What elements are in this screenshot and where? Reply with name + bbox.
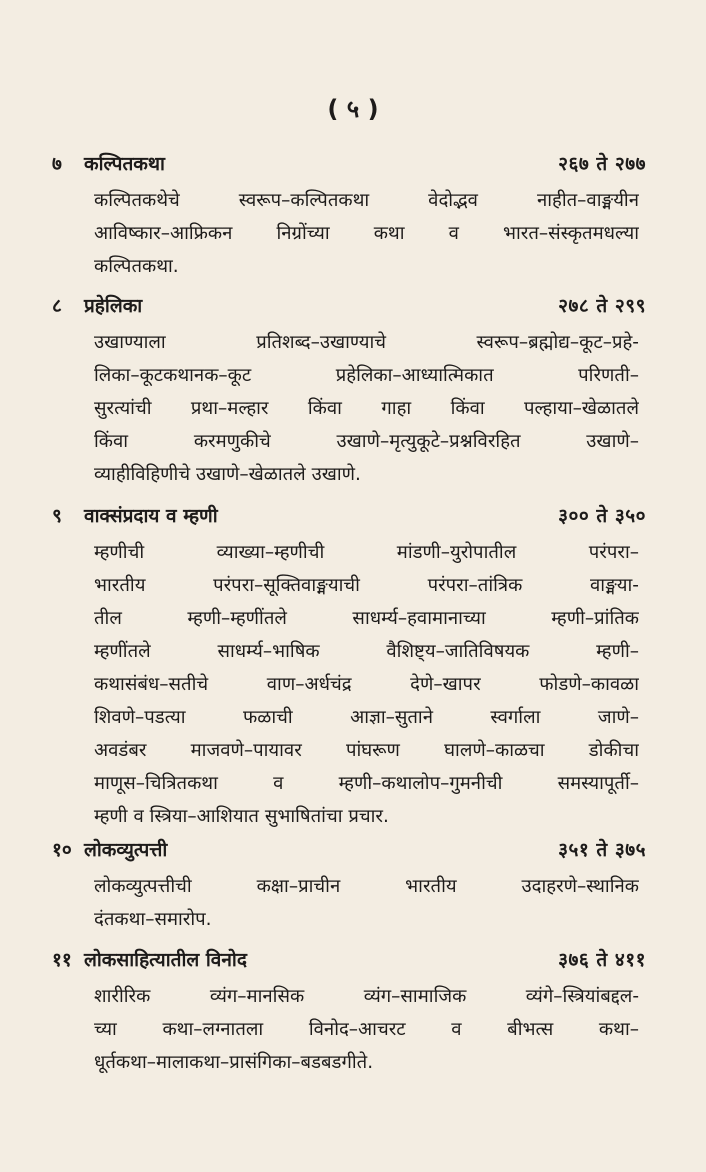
- summary-line: लिका–कूटकथानक–कूट प्रहेलिका–आध्यात्मिकात परिणती–: [94, 365, 639, 386]
- summary-line: शारीरिक व्यंग–मानसिक व्यंग–सामाजिक व्यंगे–स्त्रियांबद्दल-: [94, 986, 639, 1007]
- toc-entry-header: [0, 502, 706, 536]
- chapter-summary: [94, 326, 639, 491]
- chapter-summary: [94, 980, 639, 1079]
- toc-entry-header: [0, 836, 706, 870]
- chapter-number: ७: [52, 153, 62, 175]
- chapter-number: ११: [52, 949, 72, 971]
- summary-line: म्हणीची व्याख्या–म्हणीची मांडणी–युरोपातील परंपरा–: [94, 542, 639, 563]
- summary-line: च्या कथा–लग्नातला विनोद–आचरट व बीभत्स कथा–: [94, 1019, 639, 1040]
- summary-line: शिवणे–पडत्या फळाची आज्ञा–सुताने स्वर्गाला जाणे–: [94, 707, 639, 728]
- toc-entry-header: [0, 946, 706, 980]
- summary-line: कल्पितकथा.: [94, 256, 179, 277]
- chapter-number: ८: [52, 295, 62, 317]
- chapter-summary: [94, 870, 639, 936]
- summary-line: माणूस–चित्रितकथा व म्हणी–कथालोप–गुमनीची समस्यापूर्ती–: [94, 773, 639, 794]
- page-number: ( ५ ): [327, 95, 379, 123]
- toc-entry-8: [0, 292, 706, 491]
- chapter-title: वाक्संप्रदाय व म्हणी: [84, 505, 218, 527]
- summary-line: किंवा करमणुकीचे उखाणे–मृत्युकूटे–प्रश्नविरहित उखाणे–: [94, 431, 639, 452]
- summary-line: उखाण्याला प्रतिशब्द–उखाण्याचे स्वरूप–ब्रह्मोद्य–कूट–प्रहे-: [94, 332, 639, 353]
- chapter-title: कल्पितकथा: [84, 153, 165, 175]
- summary-line: धूर्तकथा–मालाकथा–प्रासंगिका–बडबडगीते.: [94, 1052, 374, 1073]
- page-range: ३०० ते ३५०: [558, 505, 646, 527]
- summary-line: कथासंबंध–सतीचे वाण–अर्धचंद्र देणे–खापर फोडणे–कावळा: [94, 674, 639, 695]
- chapter-number: ९: [52, 505, 62, 527]
- summary-line: भारतीय परंपरा–सूक्तिवाङ्मयाची परंपरा–तांत्रिक वाङ्मया-: [94, 575, 639, 596]
- summary-line: म्हणी व स्त्रिया–आशियात सुभाषितांचा प्रचार.: [94, 806, 389, 827]
- page-range: २६७ ते २७७: [558, 153, 646, 175]
- summary-line: तील म्हणी–म्हणींतले साधर्म्य–हवामानाच्या म्हणी–प्रांतिक: [94, 608, 639, 629]
- chapter-number: १०: [52, 839, 72, 861]
- summary-line: लोकव्युत्पत्तीची कक्षा–प्राचीन भारतीय उदाहरणे–स्थानिक: [94, 876, 639, 897]
- summary-line: सुरत्यांची प्रथा–मल्हार किंवा गाहा किंवा पल्हाया–खेळातले: [94, 398, 639, 419]
- toc-entry-11: [0, 946, 706, 1079]
- toc-entry-header: [0, 292, 706, 326]
- chapter-summary: [94, 536, 639, 833]
- toc-entry-9: [0, 502, 706, 833]
- toc-entry-7: [0, 150, 706, 283]
- page-range: २७८ ते २९९: [558, 295, 646, 317]
- chapter-title: प्रहेलिका: [84, 295, 143, 317]
- toc-entry-10: [0, 836, 706, 936]
- summary-line: म्हणींतले साधर्म्य–भाषिक वैशिष्ट्य–जातिविषयक म्हणी–: [94, 641, 639, 662]
- summary-line: अवडंबर माजवणे–पायावर पांघरूण घालणे–काळचा डोकीचा: [94, 740, 639, 761]
- page-range: ३५१ ते ३७५: [558, 839, 646, 861]
- summary-line: कल्पितकथेचे स्वरूप–कल्पितकथा वेदोद्भव नाहीत–वाङ्मयीन: [94, 190, 639, 211]
- page-range: ३७६ ते ४११: [558, 949, 646, 971]
- summary-line: व्याहीविहिणीचे उखाणे–खेळातले उखाणे.: [94, 464, 361, 485]
- toc-entry-header: [0, 150, 706, 184]
- summary-line: दंतकथा–समारोप.: [94, 909, 212, 930]
- chapter-summary: [94, 184, 639, 283]
- chapter-title: लोकव्युत्पत्ती: [84, 839, 168, 861]
- summary-line: आविष्कार–आफ्रिकन निग्रोंच्या कथा व भारत–संस्कृतमधल्या: [94, 223, 639, 244]
- chapter-title: लोकसाहित्यातील विनोद: [84, 949, 247, 971]
